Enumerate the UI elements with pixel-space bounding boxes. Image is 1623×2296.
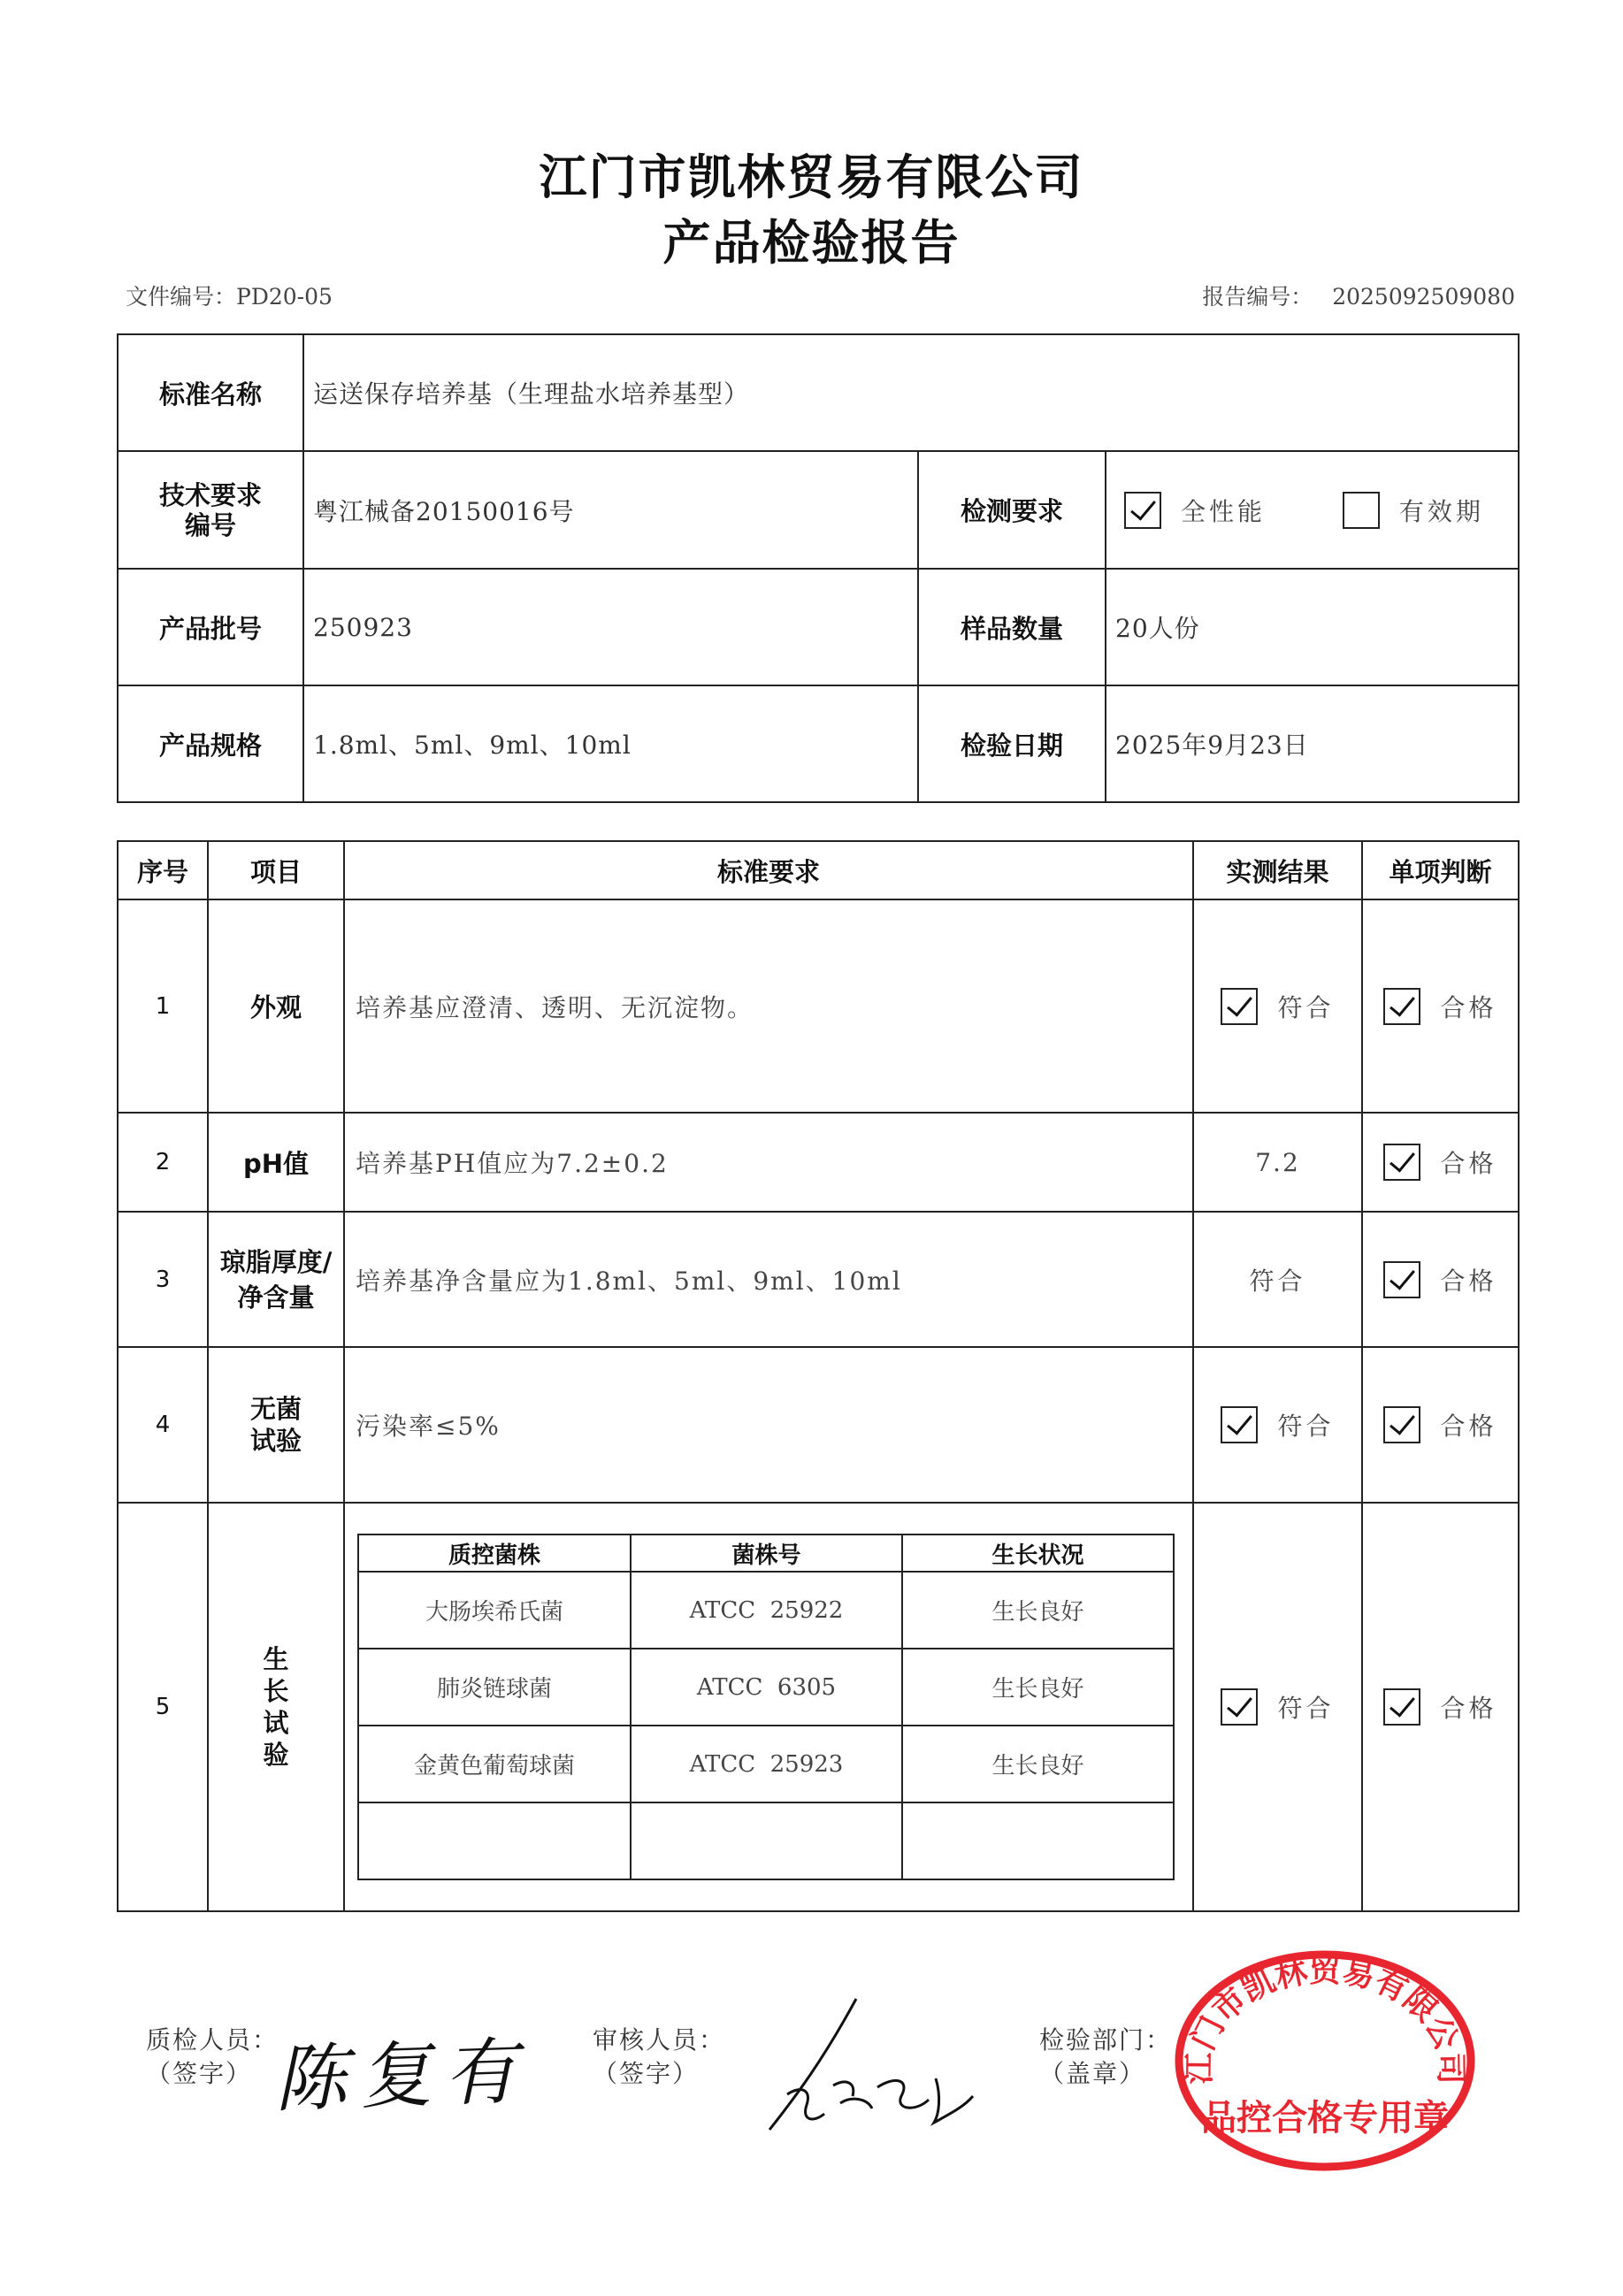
row-number: 3 [118,1212,208,1347]
judgement-checkbox[interactable] [1383,1406,1420,1443]
row-judgement [1362,899,1519,1113]
strain-row [358,1649,1174,1726]
row-judgement [1362,1212,1519,1347]
result-label: 符合 [1277,1694,1335,1723]
inspector-signature: 陈复有 [272,2029,531,2123]
result-checkbox[interactable] [1221,1688,1258,1726]
test-date-value: 2025年9月23日 [1106,685,1519,802]
row-item: pH值 [208,1113,344,1212]
batch-value: 250923 [303,569,918,685]
result-label: 符合 [1277,992,1335,1022]
judgement-checkbox[interactable] [1383,988,1420,1025]
dept-block [1039,2024,1172,2091]
tech-req-label: 技术要求编号 [118,451,303,569]
sample-qty-value: 20人份 [1106,569,1519,685]
row-standard: 培养基应澄清、透明、无沉淀物。 [344,899,1193,1113]
tech-req-value: 粤江械备20150016号 [303,451,918,569]
company-title: 江门市凯林贸易有限公司 [539,149,1084,205]
table-row [118,1347,1519,1503]
reviewer-block [593,2024,725,2091]
row-judgement [1362,1113,1519,1212]
batch-label: 产品批号 [118,569,303,685]
reviewer-sub: （签字） [593,2059,700,2088]
result-checkbox[interactable] [1221,988,1258,1025]
row-judgement [1362,1503,1519,1911]
inspection-table [117,840,1520,1912]
judgement-label: 合格 [1440,1149,1497,1178]
row-standard: 培养基净含量应为1.8ml、5ml、9ml、10ml [344,1212,1193,1347]
spec-label: 产品规格 [118,685,303,802]
row-number: 1 [118,899,208,1113]
standard-name-value: 运送保存培养基（生理盐水培养基型） [303,334,1519,451]
table-row [118,1503,1519,1911]
inspector-label: 质检人员： [146,2025,279,2055]
row-result: 7.2 [1193,1113,1362,1212]
stamp-bottom-text: 品控合格专用章 [1201,2098,1449,2139]
table-row [118,1212,1519,1347]
test-date-label: 检验日期 [918,685,1106,802]
strain-code: ATCC 25922 [631,1572,902,1649]
result-label: 符合 [1277,1412,1335,1441]
strain-empty-cell [358,1802,631,1879]
inspector-sub: （签字） [146,2059,253,2088]
judgement-label: 合格 [1440,992,1497,1022]
inspector-block [146,2024,279,2091]
report-number-value: 2025092509080 [1332,284,1515,310]
strain-row [358,1572,1174,1649]
strain-table-cell [344,1503,1193,1911]
header-standard: 标准要求 [344,841,1193,899]
strain-name: 大肠埃希氏菌 [358,1572,631,1649]
strain-growth: 生长良好 [902,1572,1174,1649]
row-number: 4 [118,1347,208,1503]
row-number: 5 [118,1503,208,1911]
row-item: 生长试验 [208,1503,344,1911]
table-row [118,1113,1519,1212]
test-req-options [1106,451,1519,569]
header-result: 实测结果 [1193,841,1362,899]
report-number [1202,279,1515,311]
strain-row-empty [358,1802,1174,1879]
full-performance-label: 全性能 [1181,496,1267,526]
spec-value: 1.8ml、5ml、9ml、10ml [303,685,918,802]
info-table [117,333,1520,803]
strain-empty-cell [902,1802,1174,1879]
dept-label: 检验部门： [1039,2025,1173,2055]
strain-table [357,1534,1175,1880]
standard-name-label: 标准名称 [118,334,303,451]
reviewer-signature [761,1990,982,2140]
strain-header-code: 菌株号 [631,1534,902,1572]
strain-growth: 生长良好 [902,1726,1174,1802]
judgement-checkbox[interactable] [1383,1144,1420,1181]
judgement-checkbox[interactable] [1383,1688,1420,1726]
row-result [1193,1503,1362,1911]
row-number: 2 [118,1113,208,1212]
stamp-top-text: 江门市凯林贸易有限公司 [1181,1953,1469,2085]
row-item: 外观 [208,899,344,1113]
row-judgement [1362,1347,1519,1503]
row-result: 符合 [1193,1212,1362,1347]
strain-header-name: 质控菌株 [358,1534,631,1572]
row-standard: 培养基PH值应为7.2±0.2 [344,1113,1193,1212]
validity-checkbox[interactable] [1343,492,1380,529]
row-result [1193,1347,1362,1503]
sample-qty-label: 样品数量 [918,569,1106,685]
judgement-checkbox[interactable] [1383,1261,1420,1298]
document-number: 文件编号：PD20-05 [126,284,333,310]
row-result [1193,899,1362,1113]
row-item: 无菌试验 [208,1347,344,1503]
report-number-label: 报告编号： [1202,284,1313,310]
strain-row [358,1726,1174,1802]
strain-code: ATCC 6305 [631,1649,902,1726]
strain-header-growth: 生长状况 [902,1534,1174,1572]
strain-name: 肺炎链球菌 [358,1649,631,1726]
full-performance-checkbox[interactable] [1124,492,1161,529]
result-checkbox[interactable] [1221,1406,1258,1443]
judgement-label: 合格 [1440,1266,1497,1296]
strain-name: 金黄色葡萄球菌 [358,1726,631,1802]
header-no: 序号 [118,841,208,899]
report-title: 产品检验报告 [662,215,961,271]
test-req-label: 检测要求 [918,451,1106,569]
strain-code: ATCC 25923 [631,1726,902,1802]
validity-label: 有效期 [1398,496,1484,526]
company-stamp [1166,1937,1484,2185]
dept-sub: （盖章） [1039,2059,1146,2088]
strain-empty-cell [631,1802,902,1879]
row-standard: 污染率≤5% [344,1347,1193,1503]
judgement-label: 合格 [1440,1412,1497,1441]
reviewer-label: 审核人员： [593,2025,726,2055]
header-judgement: 单项判断 [1362,841,1519,899]
header-item: 项目 [208,841,344,899]
table-row [118,899,1519,1113]
strain-growth: 生长良好 [902,1649,1174,1726]
judgement-label: 合格 [1440,1694,1497,1723]
row-item: 琼脂厚度/净含量 [208,1212,344,1347]
